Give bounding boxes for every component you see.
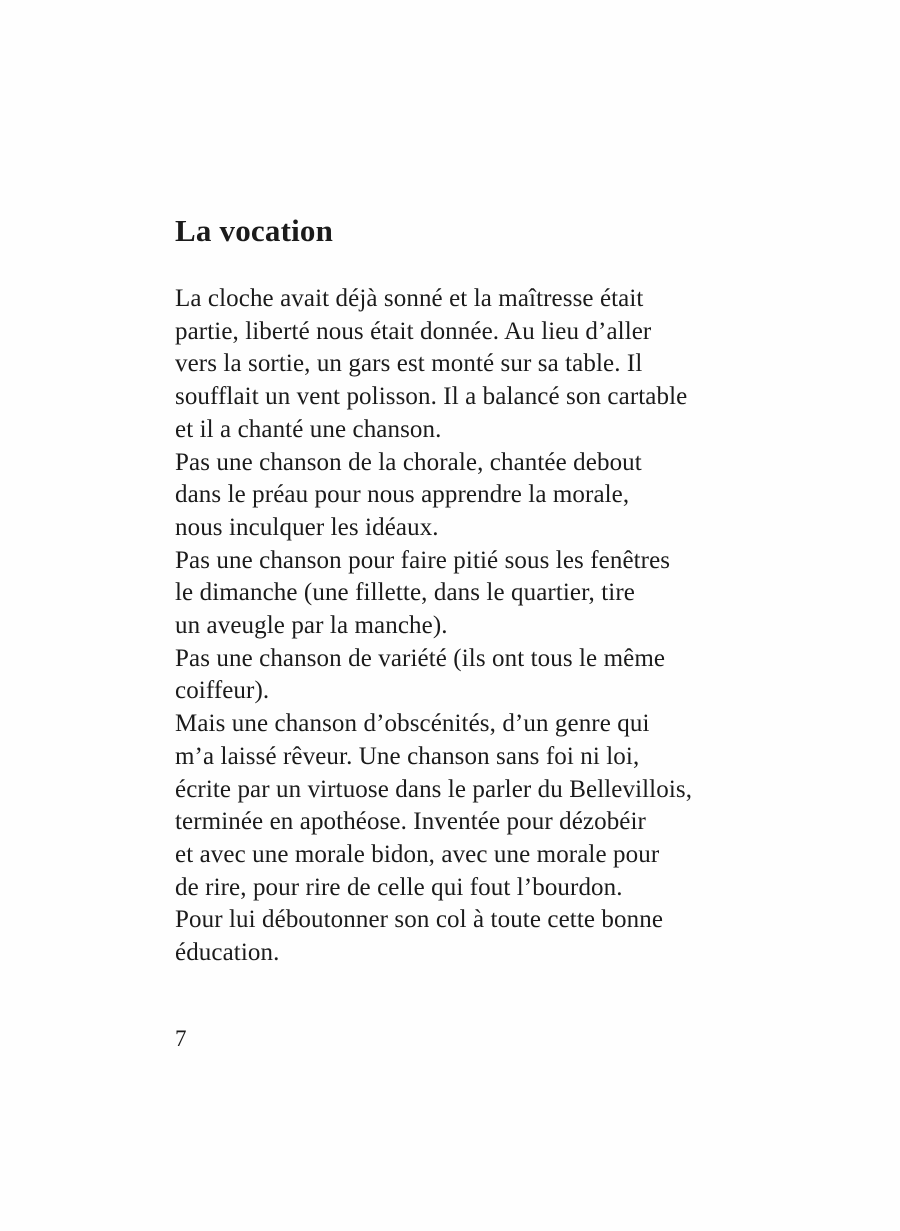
- text-line: coiffeur).: [175, 677, 270, 705]
- text-line: et avec une morale bidon, avec une morale pour: [175, 840, 660, 868]
- text-line: le dimanche (une fillette, dans le quartier, tire: [175, 579, 635, 607]
- text-line: et il a chanté une chanson.: [175, 415, 442, 443]
- text-line: La cloche avait déjà sonné et la maîtresse était: [175, 285, 644, 312]
- text-line: écrite par un virtuose dans le parler du Bellevillois,: [175, 775, 693, 803]
- text-line: éducation.: [175, 939, 280, 967]
- text-line: Pas une chanson pour faire pitié sous les fenêtres: [175, 546, 671, 574]
- text-line: de rire, pour rire de celle qui fout l’bourdon.: [175, 873, 623, 901]
- text-line: Mais une chanson d’obscénités, d’un genre qui: [175, 710, 650, 738]
- text-line: partie, liberté nous était donnée. Au lieu d’aller: [175, 317, 652, 345]
- text-line: Pas une chanson de variété (ils ont tous le même: [175, 644, 666, 672]
- text-line: soufflait un vent polisson. Il a balancé son cartable: [175, 383, 688, 411]
- text-line: un aveugle par la manche).: [175, 612, 448, 640]
- text-line: vers la sortie, un gars est monté sur sa table. Il: [175, 350, 643, 378]
- text-line: dans le préau pour nous apprendre la morale,: [175, 481, 630, 509]
- text-line: Pas une chanson de la chorale, chantée debout: [175, 448, 642, 476]
- text-line: m’a laissé rêveur. Une chanson sans foi ni loi,: [175, 742, 640, 770]
- text-body: [175, 283, 775, 970]
- text-line: terminée en apothéose. Inventée pour dézobéir: [175, 808, 646, 836]
- page-title: La vocation: [175, 213, 334, 248]
- page-number: 7: [175, 1026, 187, 1051]
- text-line: Pour lui déboutonner son col à toute cette bonne: [175, 906, 664, 934]
- text-line: nous inculquer les idéaux.: [175, 513, 439, 541]
